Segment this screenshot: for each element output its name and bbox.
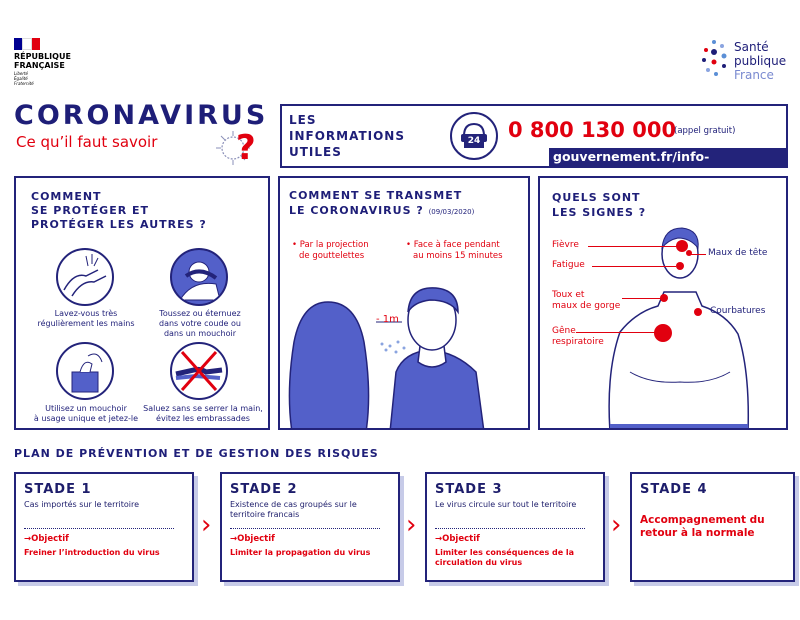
info-box [280, 104, 788, 182]
plan-title: PLAN DE PRÉVENTION ET DE GESTION DES RISQUES [14, 447, 379, 460]
info-heading: LES INFORMATIONS UTILES [289, 113, 405, 159]
sante-publique-france-logo [700, 38, 790, 88]
handwash-caption: Lavez-vous très régulièrement les mains [37, 309, 135, 328]
chevron-right-icon: › [406, 510, 417, 540]
phone-number[interactable]: 0 800 130 000 [508, 118, 677, 142]
sign-fatigue: Fatigue [552, 260, 585, 270]
no-handshake-illustration [170, 342, 228, 400]
spf-line2: publique [734, 54, 787, 68]
cough-marker [660, 294, 668, 302]
stage-description: Le virus circule sur tout le territoire [435, 500, 577, 509]
phone-note: (appel gratuit) [674, 126, 736, 136]
no-handshake-caption: Saluez sans se serrer la main, évitez les embrassades [143, 404, 263, 423]
stage-name: STADE 2 [230, 482, 298, 497]
stage-description: Cas importés sur le territoire [24, 500, 140, 509]
stage-4-card [630, 472, 795, 582]
transmit-item-droplets: • Par la projection de gouttelettes [292, 240, 369, 261]
tissue-illustration [56, 342, 114, 400]
rf-name-line1: RÉPUBLIQUE [14, 52, 71, 61]
cough-elbow-illustration [170, 248, 228, 306]
website-link[interactable]: gouvernement.fr/info-coronavirus [549, 148, 786, 166]
headache-marker [686, 250, 692, 256]
objective-label: →Objectif [24, 534, 69, 544]
stage-name: STADE 1 [24, 482, 92, 497]
signs-panel [538, 176, 788, 430]
stage-name: STADE 3 [435, 482, 503, 497]
stage-2-card [220, 472, 400, 582]
signs-title: QUELS SONT LES SIGNES ? [552, 191, 647, 219]
spf-line1: Santé [734, 40, 769, 54]
protect-title: COMMENT SE PROTÉGER ET PROTÉGER LES AUTRES ? [31, 190, 207, 231]
spf-dots-icon [700, 38, 730, 82]
transmit-date: (09/03/2020) [428, 208, 475, 216]
cough-caption: Toussez ou éternuez dans votre coude ou dans un mouchoir [159, 309, 241, 338]
sign-aches: Courbatures [710, 306, 766, 316]
stage-objective: Limiter la propagation du virus [230, 548, 371, 557]
transmit-title: COMMENT SE TRANSMET LE CORONAVIRUS ? (09/03/2020) [289, 189, 475, 217]
chevron-right-icon: › [611, 510, 622, 540]
sign-fever: Fièvre [552, 240, 579, 250]
stage-1-card [14, 472, 194, 582]
republique-francaise-logo [14, 38, 71, 86]
aches-marker [694, 308, 702, 316]
chevron-right-icon: › [201, 510, 212, 540]
stage-description: Existence de cas groupés sur le territoire francais [230, 500, 357, 519]
stage-objective: Accompagnement du retour à la normale [640, 514, 765, 539]
two-people-illustration [280, 282, 528, 430]
stage-objective: Freiner l’introduction du virus [24, 548, 160, 557]
objective-label: →Objectif [230, 534, 275, 544]
stage-objective: Limiter les conséquences de la circulation du virus [435, 548, 575, 567]
question-mark: ? [236, 128, 256, 168]
phone-24h-icon [450, 112, 498, 160]
page-subtitle: Ce qu’il faut savoir [16, 133, 158, 151]
tissue-caption: Utilisez un mouchoir à usage unique et jetez-le [33, 404, 139, 423]
sign-headache: Maux de tête [708, 248, 768, 258]
fatigue-marker [676, 262, 684, 270]
sign-cough: Toux et maux de gorge [552, 290, 621, 311]
transmit-panel [278, 176, 530, 430]
rf-motto: Liberté Égalité Fraternité [14, 71, 34, 86]
protect-panel [14, 176, 270, 430]
objective-label: →Objectif [435, 534, 480, 544]
stage-3-card [425, 472, 605, 582]
distance-label: - 1m [376, 314, 399, 325]
stage-name: STADE 4 [640, 482, 708, 497]
handwash-illustration [56, 248, 114, 306]
phone-24-badge: 24 [464, 134, 484, 148]
page-title: CORONAVIRUS [14, 100, 269, 131]
transmit-item-face-to-face: • Face à face pendant au moins 15 minutes [406, 240, 503, 261]
spf-line3: France [734, 68, 774, 82]
rf-name-line2: FRANÇAISE [14, 61, 65, 70]
breathing-marker [654, 324, 672, 342]
marianne-flag [14, 38, 40, 50]
sign-breathing: Gêne respiratoire [552, 326, 604, 347]
